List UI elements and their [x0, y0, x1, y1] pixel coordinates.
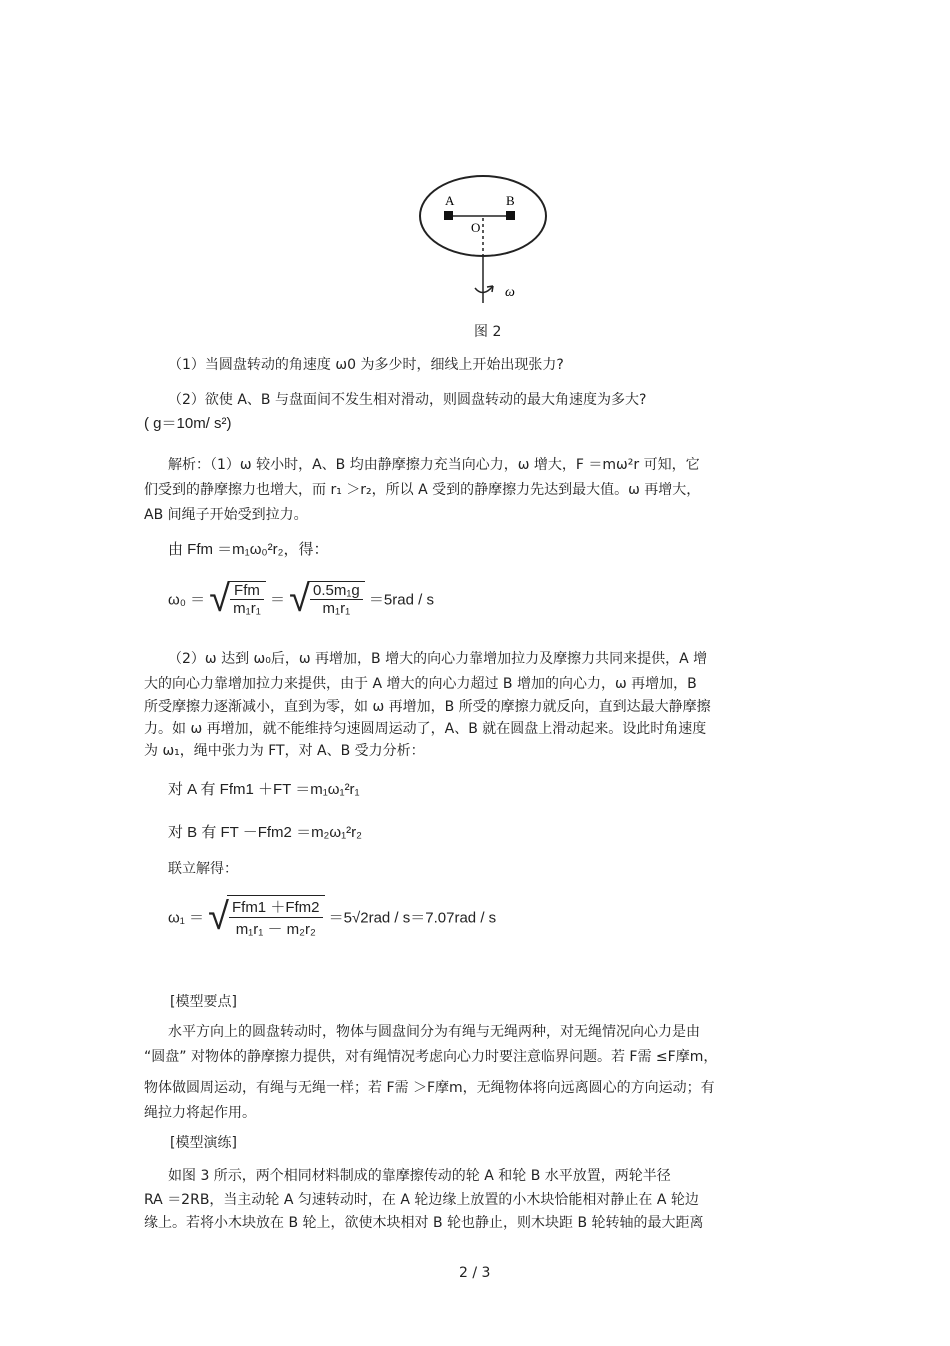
model-points-l3: 物体做圆周运动，有绳与无绳一样；若 F需 ＞F摩m，无绳物体将向远离圆心的方向运动；有 — [144, 1080, 715, 1096]
solution-p1-l3: AB 间绳子开始受到拉力。 — [144, 507, 308, 523]
disk-figure — [415, 168, 555, 308]
omega0-num2: 0.5m₁g — [310, 582, 363, 600]
joint-solve: 联立解得： — [168, 861, 238, 877]
solution-p2-l2: 大的向心力靠增加拉力来提供，由于 A 增大的向心力超过 B 增加的向心力，ω 再增加，B — [144, 676, 697, 692]
label-omega: ω — [505, 285, 515, 300]
omega0-formula: ω₀ ＝ √ $\frac{\text{Ffm}}{\text{m₁r₁}}$ ＝ √ $\frac{\text{0.5m₁g}}{\text{m₁r₁}}$ ＝5rad / s — [168, 578, 434, 620]
solution-p2-l1: （2）ω 达到 ω₀后，ω 再增加，B 增大的向心力靠增加拉力及摩擦力共同来提供，A 增 — [168, 651, 708, 667]
block-b — [506, 211, 515, 220]
model-practice-l1: 如图 3 所示，两个相同材料制成的靠摩擦传动的轮 A 和轮 B 水平放置，两轮半径 — [168, 1168, 671, 1184]
omega0-result: ＝5rad / s — [368, 591, 434, 609]
omega0-lhs: ω₀ ＝ — [168, 591, 206, 609]
omega0-eq: ＝ — [269, 591, 285, 609]
solution-p2-l5: 为 ω₁，绳中张力为 FT，对 A、B 受力分析： — [144, 743, 425, 759]
equation-a: 对 A 有 Ffm1 ＋FT ＝m₁ω₁²r₁ — [168, 781, 360, 798]
omega0-den1: m₁r₁ — [233, 600, 261, 617]
label-a: A — [445, 193, 455, 208]
model-points-l2: “圆盘” 对物体的静摩擦力提供，对有绳情况考虑向心力时要注意临界问题。若 F需 ≤F摩m， — [144, 1049, 718, 1065]
question-2: （2）欲使 A、B 与盘面间不发生相对滑动，则圆盘转动的最大角速度为多大? — [168, 392, 647, 408]
model-practice-l2: RA ＝2RB，当主动轮 A 匀速转动时，在 A 轮边缘上放置的小木块恰能相对静止在 A 轮边 — [144, 1192, 699, 1208]
block-a — [444, 211, 453, 220]
omega0-num1: Ffm — [230, 582, 264, 600]
page-number: 2 / 3 — [459, 1265, 491, 1281]
solution-p1-l1: 解析：（1）ω 较小时，A、B 均由静摩擦力充当向心力，ω 增大，F ＝mω²r 可知，它 — [168, 457, 700, 473]
label-o: O — [471, 220, 481, 235]
omega1-den: m₁r₁ － m₂r₂ — [235, 921, 316, 938]
question-1: （1）当圆盘转动的角速度 ω0 为多少时，细线上开始出现张力? — [168, 357, 564, 373]
equation-ffm: 由 Ffm ＝m₁ω₀²r₂，得： — [168, 541, 329, 558]
omega1-formula: ω₁ ＝ √ $\frac{\text{Ffm1 ＋Ffm2}}{\text{m₁r₁ － m₂r₂}}$ ＝5√2rad / s＝7.07rad / s — [168, 896, 497, 938]
label-b: B — [506, 193, 515, 208]
model-points-l4: 绳拉力将起作用。 — [144, 1105, 256, 1121]
omega0-den2: m₁r₁ — [322, 600, 351, 617]
omega1-lhs: ω₁ ＝ — [168, 909, 204, 927]
model-practice-l3: 缘上。若将小木块放在 B 轮上，欲使木块相对 B 轮也静止，则木块距 B 轮转轴的最大距离 — [144, 1215, 704, 1231]
solution-p2-l3: 所受摩擦力逐渐减小，直到为零，如 ω 再增加，B 所受的摩擦力就反向，直到达最大静摩擦 — [144, 699, 711, 715]
figure-caption: 图 2 — [474, 324, 502, 340]
omega1-result: ＝5√2rad / s＝7.07rad / s — [328, 909, 497, 927]
model-practice-heading: [模型演练] — [170, 1135, 237, 1151]
solution-p1-l2: 们受到的静摩擦力也增大，而 r₁ ＞r₂，所以 A 受到的静摩擦力先达到最大值。ω 再增大， — [144, 482, 701, 498]
model-points-l1: 水平方向上的圆盘转动时，物体与圆盘间分为有绳与无绳两种，对无绳情况向心力是由 — [168, 1024, 700, 1040]
omega1-num: Ffm1 ＋Ffm2 — [229, 896, 323, 918]
equation-b: 对 B 有 FT －Ffm2 ＝m₂ω₁²r₂ — [168, 824, 362, 841]
gravity-note: ( g＝10m/ s²) — [144, 415, 232, 432]
solution-p2-l4: 力。如 ω 再增加，就不能维持匀速圆周运动了，A、B 就在圆盘上滑动起来。设此时角速度 — [144, 721, 707, 737]
model-points-heading: [模型要点] — [170, 994, 237, 1010]
